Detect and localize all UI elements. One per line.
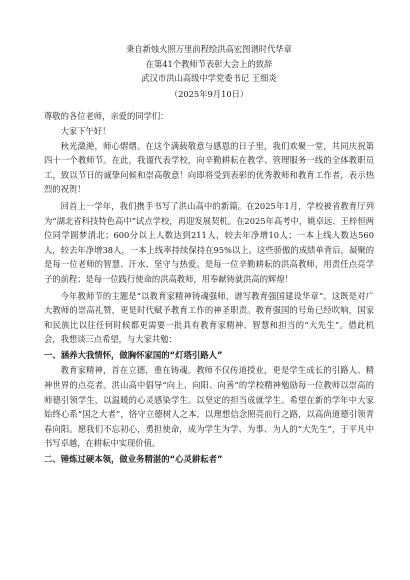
body-paragraph: 今年教师节的主题是“以教育家精神铸魂强师，谱写教育强国建设华章”。这既是对广大教师的崇高礼赞，更是时代赋予教育工作的神圣职责。教育强国的号角已经吹响，国家和民族比以往任何时候都更需要一批具有教育家精神、智慧和担当的“大先生”。借此机会，我想谈三点希望，与大家共勉： [44, 290, 374, 345]
document-subtitle: 在第41个教师节表彰大会上的致辞 [145, 58, 273, 69]
document-title: 秉自新烛火照万里前程绘洪高宏图谱时代华章 [126, 44, 292, 54]
section-heading: 二、锤炼过硬本领，做业务精湛的“心灵耕耘者” [44, 454, 223, 465]
body-paragraph: 回首上一学年，我们携手书写了洪山高中的新篇。在2025年1月，学校被省教育厅列为“湖北省科技特色高中”试点学校，再迎发展契机。在2025年高考中，姚卓远、王梓恒两位同学圆梦清北；600分以上人数达到211人，较去年净增10人；一本上线人数达560人，较去年净增38人，一本上线率持续保持在95%以上。这些骄傲的成绩单背后，凝聚的是每一位老师的智慧、汗水、坚守与热爱。是每一位辛勤耕耘的洪高教师，用责任点亮学子的前程；是每一位践行使命的洪高教师，用奉献铸就洪高的辉煌！ [44, 200, 374, 284]
body-paragraph: 秋光潋滟，师心熠熠。在这个满载敬意与感恩的日子里，我们欢聚一堂，共同庆祝第四十一个教师节。在此，我谨代表学校，向辛勤耕耘在教学、管理服务一线的全体教职员工，致以节日的诚挚问候和崇高敬意！向即将受到表彰的优秀教师和教育工作者，表示热烈的祝贺！ [44, 140, 374, 195]
salutation: 尊敬的各位老师，亲爱的同学们： [44, 111, 169, 122]
section-body: 教育家精神，首在立德，重在铸魂。教师不仅传道授业，更是学生成长的引路人、精神世界的点亮者。洪山高中倡导“向上、向阳、向善”的学校精神勉励每一位教师以崇高的师德引领学生，以温暖的心灵感染学生。以坚定的担当成就学生。希望在新的学年中大家始终心系“国之大者”，恪守立德树人之本，以理想信念照亮前行之路，以高尚道德引领青春向阳。愿我们不忘初心，勇担使命，成为学生为学、为事、为人的“大先生”，于平凡中书写卓越，在耕耘中实现价值。 [44, 365, 374, 449]
title-block [44, 42, 374, 101]
author-line: 武汉市洪山高级中学党委书记 王细炎 [141, 73, 277, 84]
section-heading: 一、涵养大我情怀，做胸怀家国的“灯塔引路人” [44, 349, 223, 360]
greeting: 大家下午好！ [60, 125, 111, 136]
speech-date: （2025年9月10日） [169, 88, 249, 99]
